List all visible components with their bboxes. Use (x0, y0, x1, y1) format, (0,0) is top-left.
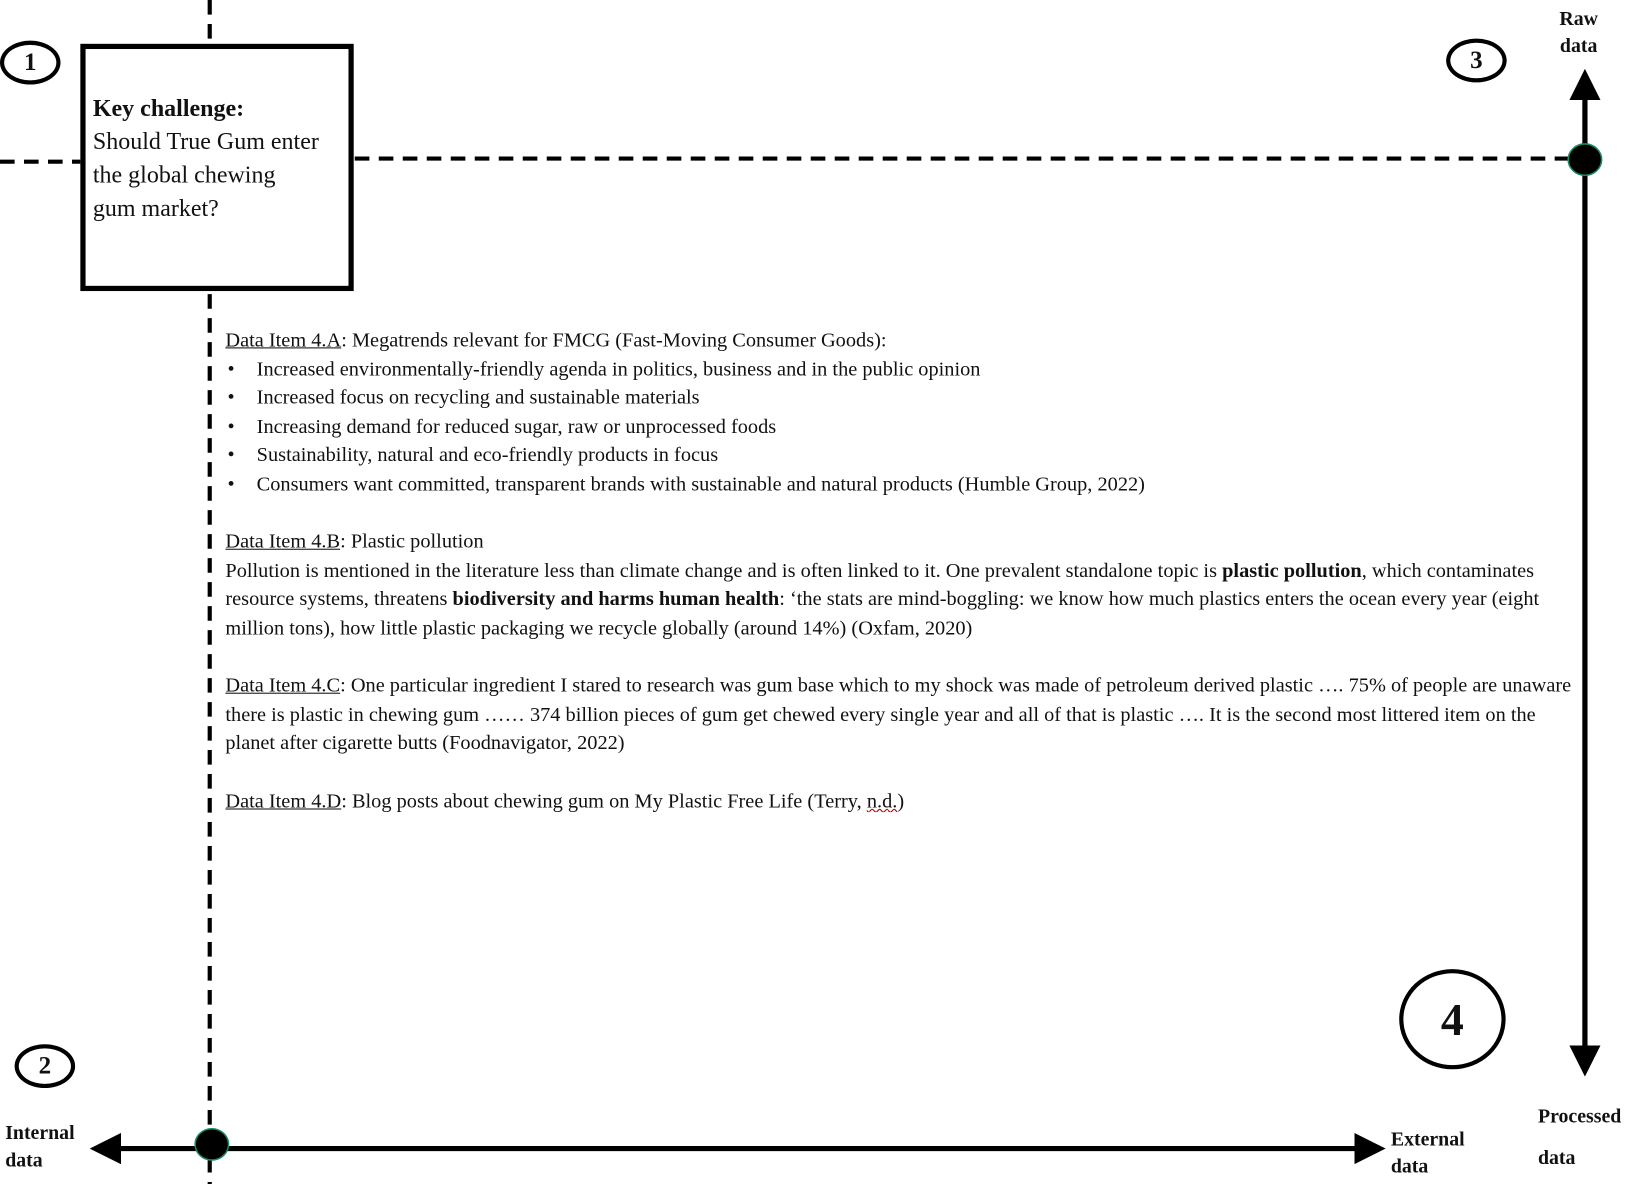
data-item-4d-nd: n.d. (866, 790, 898, 813)
axis-label-internal-line1: Internal (5, 1122, 75, 1145)
data-item-4d (225, 787, 1571, 816)
data-item-4b-bold-2: biodiversity and harms human health (452, 588, 780, 611)
megatrend-item: • Sustainability, natural and eco-friendly products in focus (225, 442, 1571, 471)
data-item-4b-body (225, 557, 1571, 643)
data-item-4b-label: Data Item 4.B (225, 531, 341, 554)
key-challenge-line-3: gum market? (92, 195, 219, 222)
data-item-4d-label: Data Item 4.D (225, 790, 342, 813)
axis-label-raw-line1: Raw (1559, 8, 1598, 31)
key-challenge-line-1: Should True Gum enter (92, 128, 319, 155)
axis-label-processed-line1: Processed (1537, 1105, 1622, 1128)
marker-3 (1446, 39, 1507, 83)
axis-label-internal-line2: data (5, 1149, 43, 1172)
data-item-4b (225, 528, 1571, 643)
megatrend-item: • Increased environmentally-friendly agenda in politics, business and in the public opinion (225, 355, 1571, 384)
marker-4-label: 4 (1440, 993, 1464, 1045)
data-item-4a-heading (225, 327, 1571, 356)
megatrend-item: • Increasing demand for reduced sugar, raw or unprocessed foods (225, 413, 1571, 442)
marker-2-label: 2 (38, 1052, 52, 1080)
node-top-right (1568, 144, 1601, 175)
data-item-4a-title: : Megatrends relevant for FMCG (Fast-Moving Consumer Goods): (341, 329, 887, 352)
data-item-4b-title: : Plastic pollution (340, 531, 484, 554)
marker-1-label: 1 (23, 48, 37, 76)
key-challenge-text (93, 92, 364, 226)
data-item-4c-text: : One particular ingredient I stared to research was gum base which to my shock was made of petroleum derived plastic …. 75% of people are unaware there is plastic in chewing gum …… 374 billion pieces of gum get chewed every single year and all of that is plastic …. It is the second most littered item on the planet after cigarette butts (Foodnavigator, 2022) (225, 675, 1572, 755)
megatrend-item: • Increased focus on recycling and sustainable materials (225, 384, 1571, 413)
axis-label-processed-data (1538, 1096, 1621, 1179)
key-challenge-line-2: the global chewing (92, 161, 276, 188)
key-challenge-title: Key challenge: (92, 94, 245, 122)
data-item-4a (225, 327, 1571, 500)
marker-2 (15, 1044, 76, 1088)
marker-3-label: 3 (1470, 46, 1483, 74)
axis-label-external-line1: External (1390, 1128, 1465, 1151)
axis-label-processed-line2: data (1537, 1147, 1576, 1170)
data-items (225, 327, 1571, 845)
data-item-4d-close: ) (897, 790, 905, 813)
data-item-4b-bold-1: plastic pollution (1222, 559, 1362, 582)
axis-label-raw-data (1555, 6, 1603, 60)
node-bottom-left (195, 1129, 228, 1160)
marker-1 (0, 41, 61, 85)
axis-label-raw-line2: data (1559, 35, 1598, 58)
axis-label-external-data (1391, 1127, 1465, 1181)
data-item-4c-label: Data Item 4.C (225, 675, 341, 697)
megatrends-list (225, 355, 1571, 499)
data-item-4d-text: : Blog posts about chewing gum on My Plastic Free Life (Terry, (341, 790, 867, 813)
data-item-4b-text-1: Pollution is mentioned in the literature less than climate change and is often linked to it. One prevalent standalone topic is (225, 559, 1223, 582)
axis-label-internal-data (5, 1120, 74, 1174)
data-item-4b-text-3: : ‘the stats are mind-boggling: we know how much plastics enters the ocean every year (eight million tons), how little plastic packaging we recycle globally (around 14%) (Oxfam, 2020) (225, 588, 1540, 640)
data-item-4b-heading (225, 528, 1571, 557)
data-item-4b-text-2: , which contaminates resource systems, threatens (225, 559, 1535, 611)
megatrend-item: • Consumers want committed, transparent brands with sustainable and natural products (Humble Group, 2022) (225, 470, 1571, 499)
data-item-4a-label: Data Item 4.A (225, 329, 342, 352)
axis-label-external-line2: data (1390, 1155, 1429, 1178)
marker-4 (1399, 969, 1505, 1069)
data-item-4c (225, 672, 1571, 758)
